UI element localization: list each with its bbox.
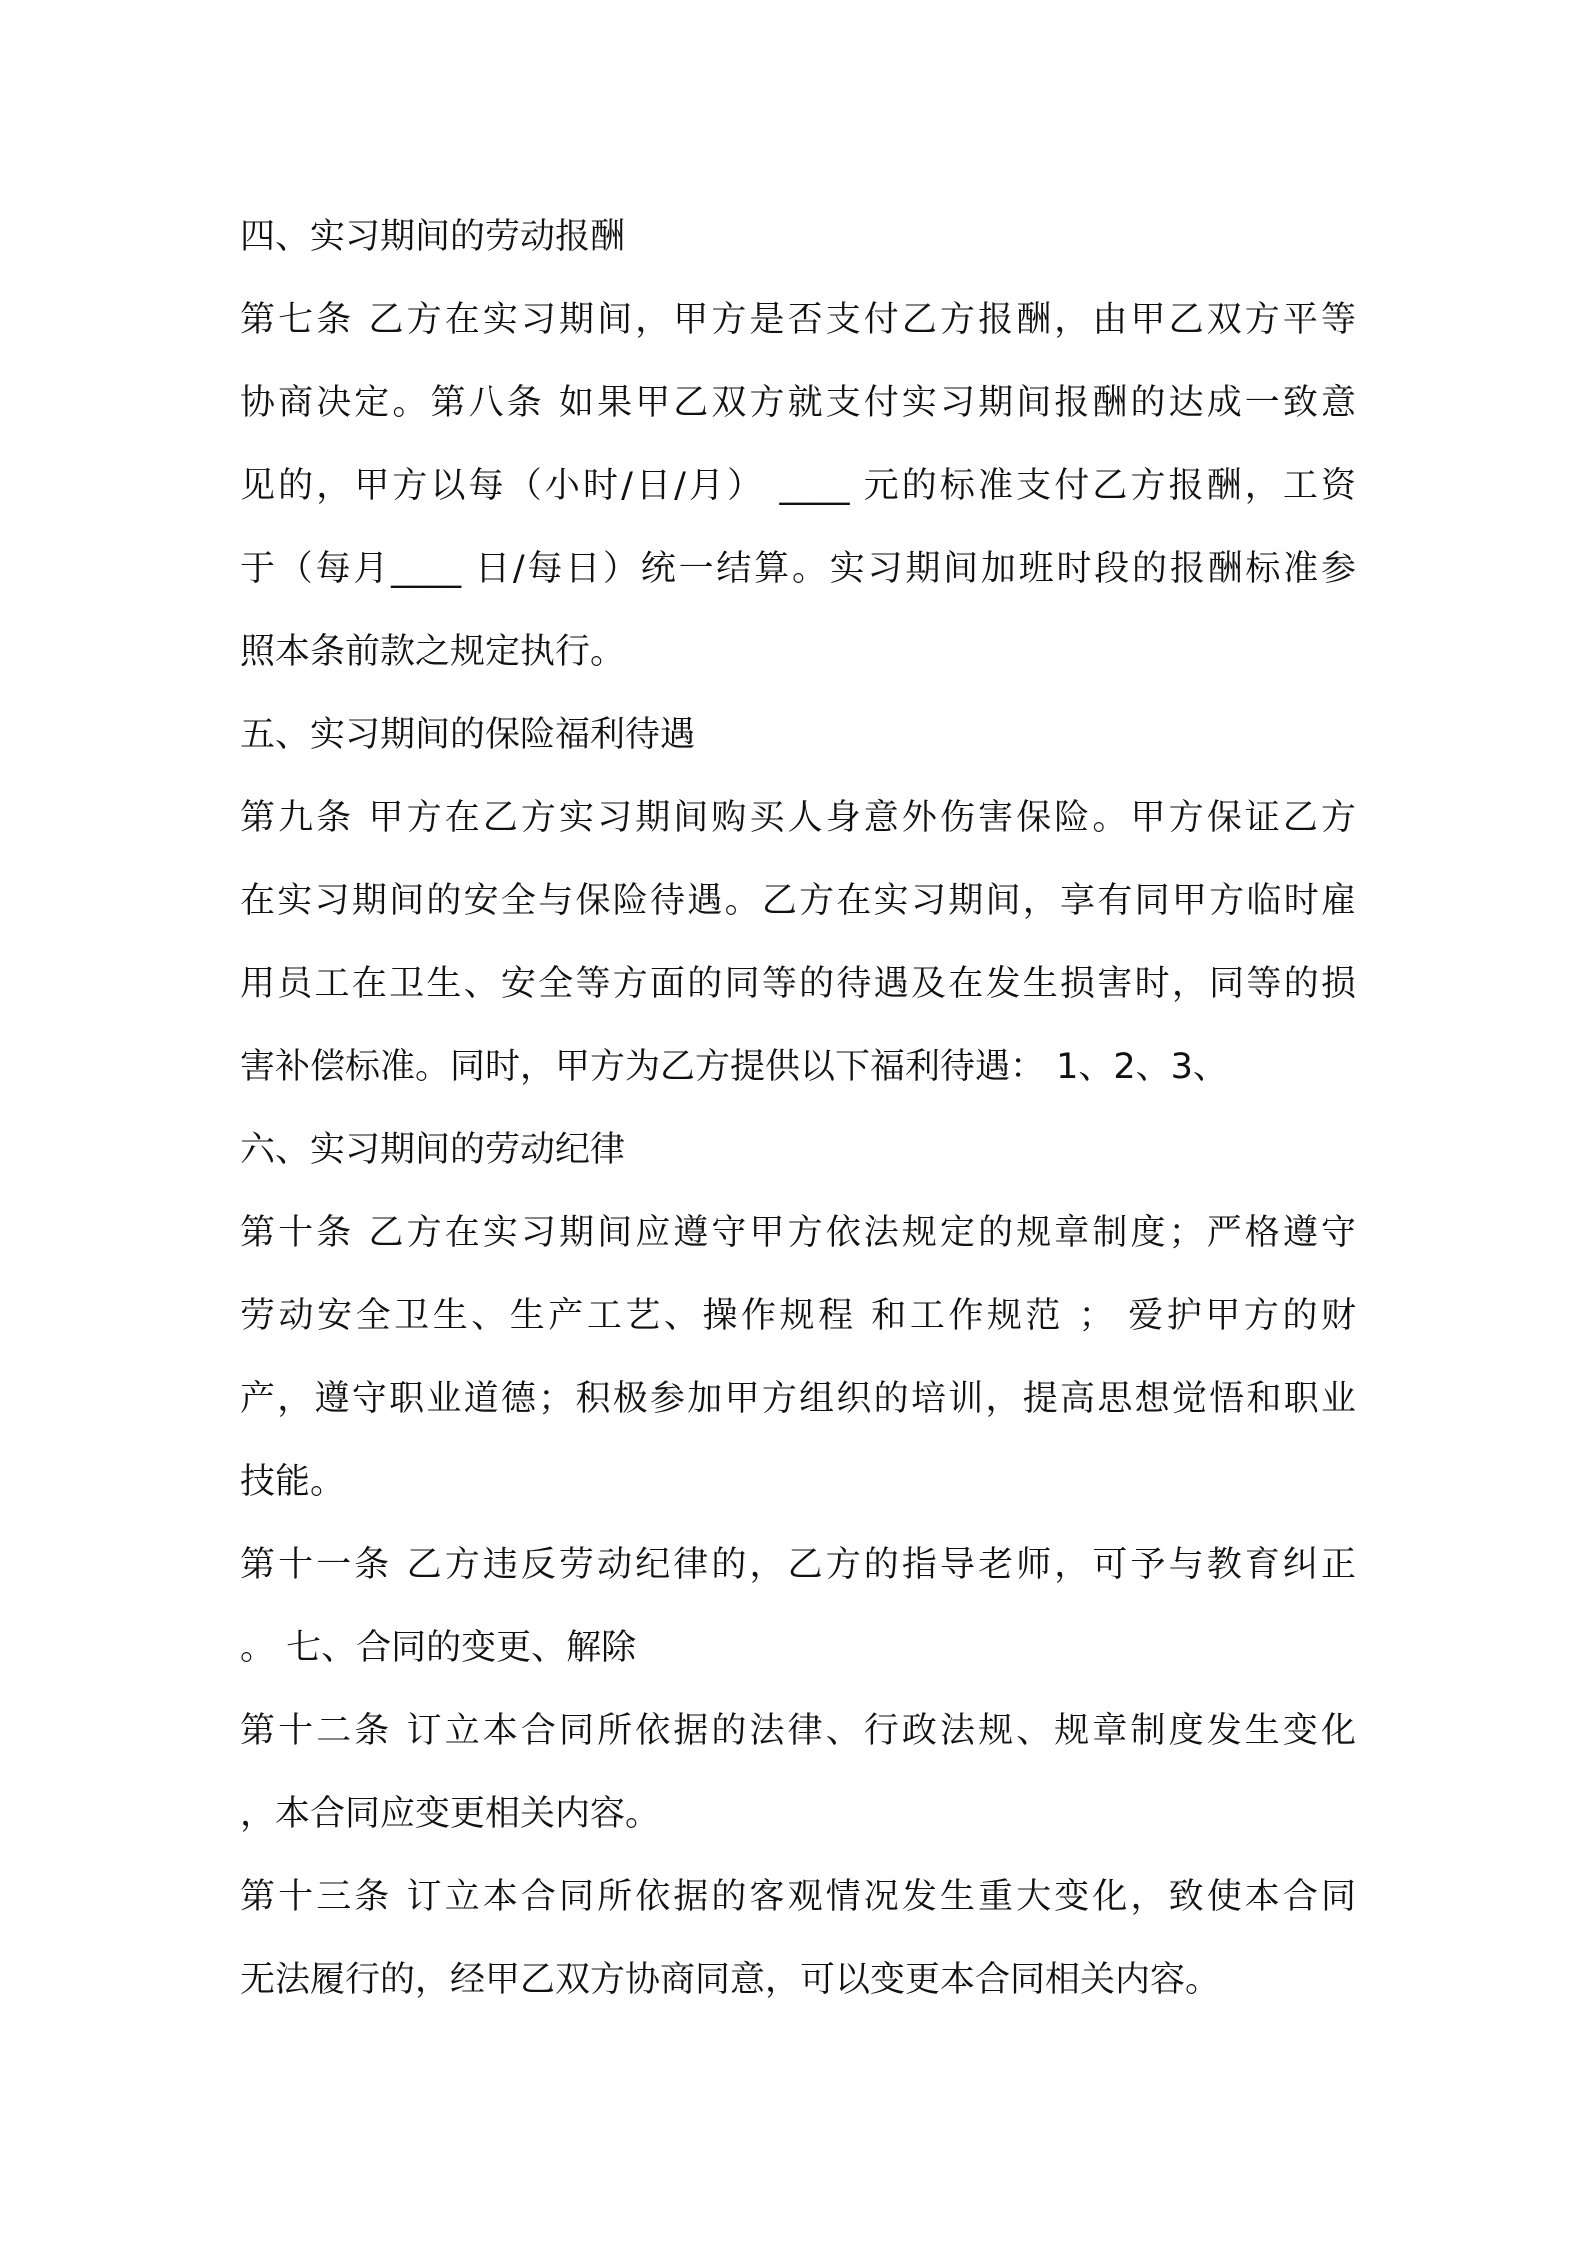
text-line: 用员工在卫生、安全等方面的同等的待遇及在发生损害时，同等的损 bbox=[240, 964, 1356, 1004]
section-heading-4: 四、实习期间的劳动报酬 bbox=[240, 217, 626, 257]
text-line: 第九条 甲方在乙方实习期间购买人身意外伤害保险。甲方保证乙方 bbox=[240, 798, 1356, 838]
section-heading-6: 六、实习期间的劳动纪律 bbox=[240, 1130, 626, 1170]
text-line: 技能。 bbox=[240, 1462, 346, 1502]
text-line: 第七条 乙方在实习期间，甲方是否支付乙方报酬，由甲乙双方平等 bbox=[240, 300, 1356, 340]
text-line: 第十一条 乙方违反劳动纪律的，乙方的指导老师，可予与教育纠正 bbox=[240, 1545, 1356, 1585]
text-line: 照本条前款之规定执行。 bbox=[240, 632, 626, 672]
text-line: 害补偿标准。同时，甲方为乙方提供以下福利待遇： 1、2、3、 bbox=[240, 1047, 1228, 1087]
text-line: 第十二条 订立本合同所依据的法律、行政法规、规章制度发生变化 bbox=[240, 1711, 1356, 1751]
section-heading-5: 五、实习期间的保险福利待遇 bbox=[240, 715, 696, 755]
text-line: 无法履行的，经甲乙双方协商同意，可以变更本合同相关内容。 bbox=[240, 1960, 1221, 2000]
text-line: 在实习期间的安全与保险待遇。乙方在实习期间，享有同甲方临时雇 bbox=[240, 881, 1356, 921]
text-line: 第十三条 订立本合同所依据的客观情况发生重大变化，致使本合同 bbox=[240, 1877, 1356, 1917]
text-line: 于（每月____ 日/每日）统一结算。实习期间加班时段的报酬标准参 bbox=[240, 549, 1356, 589]
document-body bbox=[240, 196, 1356, 2022]
text-line: 劳动安全卫生、生产工艺、操作规程 和工作规范 ； 爱护甲方的财 bbox=[240, 1296, 1356, 1336]
text-line: ，本合同应变更相关内容。 bbox=[240, 1794, 661, 1834]
text-line: 第十条 乙方在实习期间应遵守甲方依法规定的规章制度；严格遵守 bbox=[240, 1213, 1356, 1253]
text-line: 产，遵守职业道德；积极参加甲方组织的培训，提高思想觉悟和职业 bbox=[240, 1379, 1356, 1419]
text-line: 协商决定。第八条 如果甲乙双方就支付实习期间报酬的达成一致意 bbox=[240, 383, 1356, 423]
text-line: 见的，甲方以每（小时/日/月） ____ 元的标准支付乙方报酬，工资 bbox=[240, 466, 1356, 506]
section-heading-7: 。 七、合同的变更、解除 bbox=[240, 1628, 637, 1668]
